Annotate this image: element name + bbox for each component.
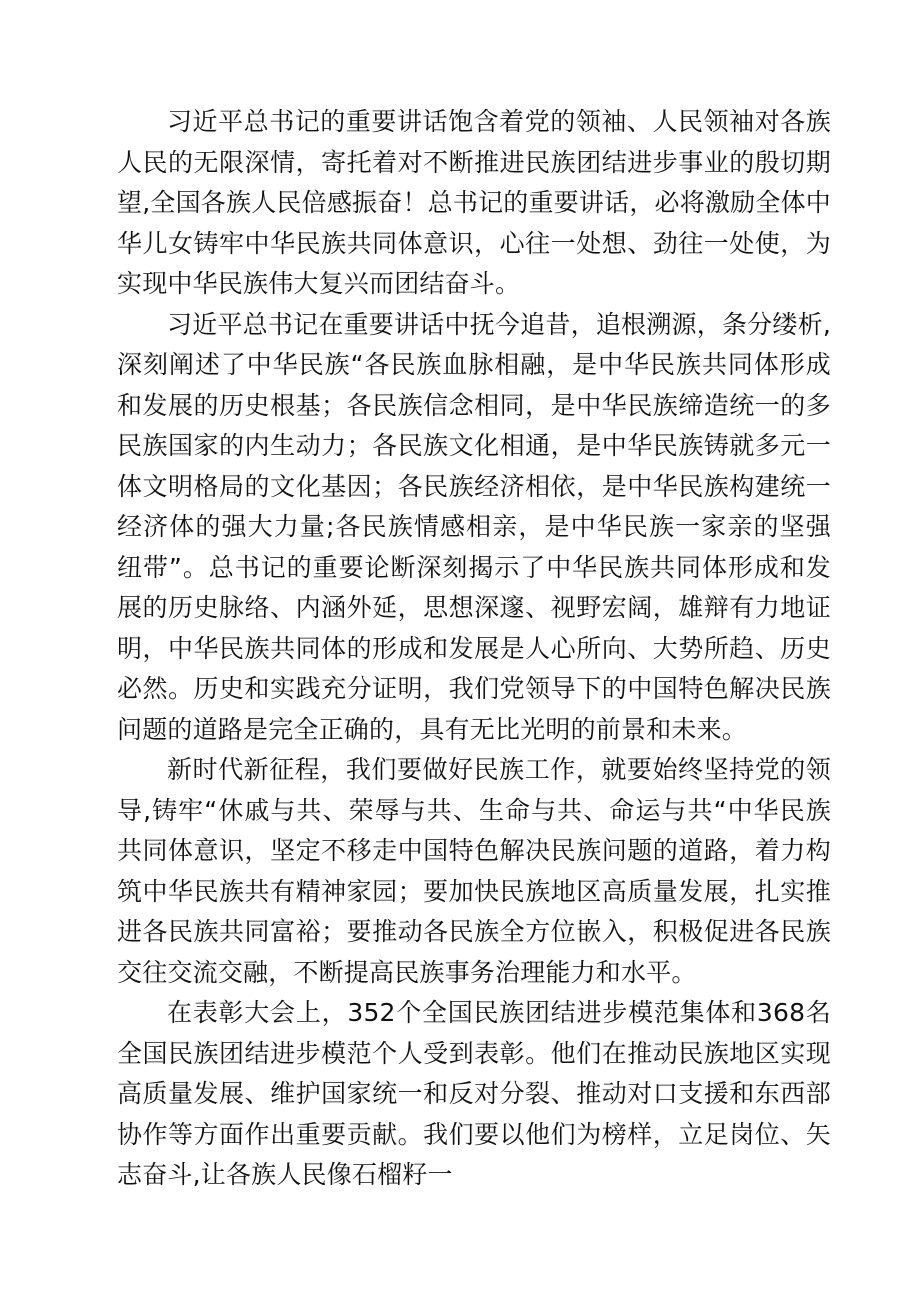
paragraph-2: 习近平总书记在重要讲话中抚今追昔，追根溯源，条分缕析,深刻阐述了中华民族“各民族血脉相融，是中华民族共同体形成和发展的历史根基；各民族信念相同，是中华民族缔造统一的多民族国家的内生动力；各民族文化相通，是中华民族铸就多元一体文明格局的文化基因；各民族经济相依，是中华民族构建统一经济体的强大力量;各民族情感相亲，是中华民族一家亲的坚强纽带”。总书记的重要论断深刻揭示了中华民族共同体形成和发展的历史脉络、内涵外延，思想深邃、视野宏阔，雄辩有力地证明，中华民族共同体的形成和发展是人心所向、大势所趋、历史必然。历史和实践充分证明，我们党领导下的中国特色解决民族问题的道路是完全正确的，具有无比光明的前景和未来。	[117, 309, 831, 744]
paragraph-1: 习近平总书记的重要讲话饱含着党的领袖、人民领袖对各族人民的无限深情，寄托着对不断推进民族团结进步事业的殷切期望,全国各族人民倍感振奋！总书记的重要讲话，必将激励全体中华儿女铸牢中华民族共同体意识，心往一处想、劲往一处使，为实现中华民族伟大复兴而团结奋斗。	[117, 107, 831, 298]
paragraph-3: 新时代新征程，我们要做好民族工作，就要始终坚持党的领导,铸牢“休戚与共、荣辱与共、生命与共、命运与共“中华民族共同体意识，坚定不移走中国特色解决民族问题的道路，着力构筑中华民族共有精神家园；要加快民族地区高质量发展，扎实推进各民族共同富裕；要推动各民族全方位嵌入，积极促进各民族交往交流交融，不断提高民族事务治理能力和水平。	[117, 755, 831, 987]
paragraph-4: 在表彰大会上，352个全国民族团结进步模范集体和368名全国民族团结进步模范个人受到表彰。他们在推动民族地区实现高质量发展、维护国家统一和反对分裂、推动对口支援和东西部协作等方面作出重要贡献。我们要以他们为榜样，立足岗位、矢志奋斗,让各族人民像石榴籽一	[117, 998, 831, 1189]
document-body	[117, 102, 831, 1196]
